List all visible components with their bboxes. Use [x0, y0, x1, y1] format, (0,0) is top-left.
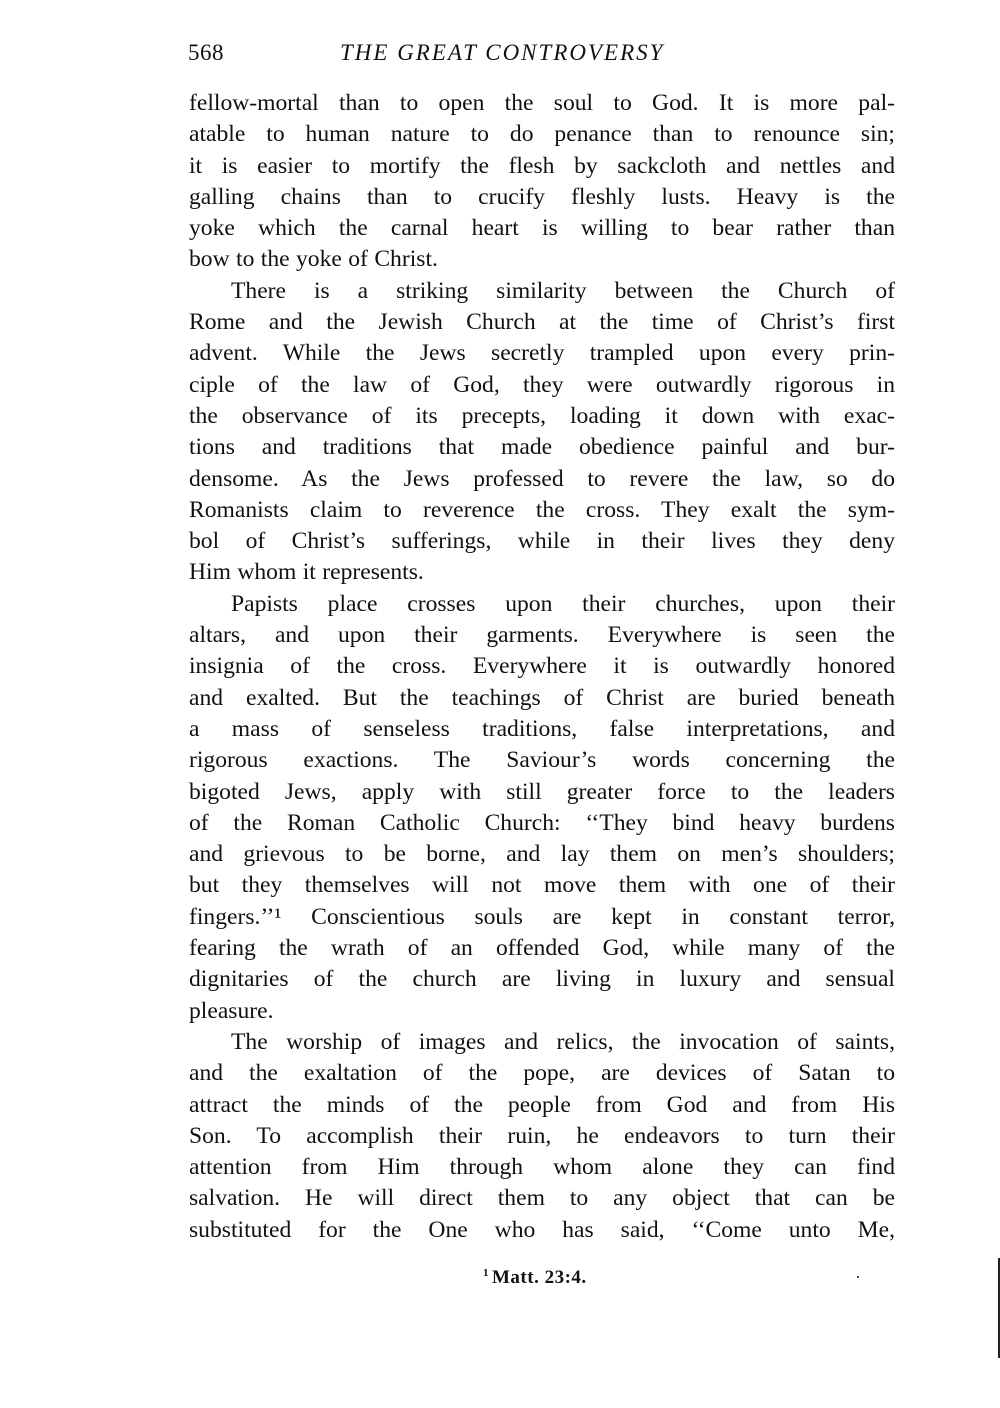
text-line: pleasure. [189, 997, 274, 1024]
text-line: attract the minds of the people from God and from His [189, 1091, 895, 1118]
text-line: fellow-mortal than to open the soul to God. It is more pal- [189, 90, 895, 116]
text-line: atable to human nature to do penance than to renounce sin; [189, 121, 895, 148]
text-line: bol of Christ’s sufferings, while in their lives they deny [189, 528, 895, 555]
body-text [189, 88, 895, 1246]
paragraph-2 [189, 276, 895, 589]
text-line: Papists place crosses upon their churches, upon their [231, 590, 895, 617]
paragraph-3 [189, 589, 895, 1027]
book-title: THE GREAT CONTROVERSY [340, 40, 665, 65]
text-line: but they themselves will not move them with one of their [189, 872, 895, 899]
text-line: yoke which the carnal heart is willing to bear rather than [189, 215, 895, 242]
text-line: it is easier to mortify the flesh by sackcloth and nettles and [189, 152, 895, 179]
text-line: tions and traditions that made obedience painful and bur- [189, 434, 895, 461]
text-line: altars, and upon their garments. Everywhere is seen the [189, 622, 895, 649]
text-line: and exalted. But the teachings of Christ are buried beneath [189, 684, 895, 711]
text-line: galling chains than to crucify fleshly lusts. Heavy is the [189, 183, 895, 210]
footnote-text: Matt. 23:4. [492, 1267, 587, 1288]
text-line: dignitaries of the church are living in luxury and sensual [189, 966, 895, 993]
text-line: rigorous exactions. The Saviour’s words concerning the [189, 747, 895, 774]
text-line: substituted for the One who has said, ‘‘Come unto Me, [189, 1216, 895, 1243]
text-line: ciple of the law of God, they were outwardly rigorous in [189, 371, 895, 398]
paragraph-4 [189, 1027, 895, 1246]
text-line: salvation. He will direct them to any object that can be [189, 1185, 895, 1212]
text-line: densome. As the Jews professed to revere the law, so do [189, 465, 895, 492]
text-line: There is a striking similarity between the Church of [231, 277, 895, 304]
text-line: Rome and the Jewish Church at the time of Christ’s first [189, 309, 895, 336]
text-line: the observance of its precepts, loading it down with exac- [189, 402, 895, 429]
text-line: attention from Him through whom alone they can find [189, 1154, 895, 1181]
text-line: fearing the wrath of an offended God, while many of the [189, 935, 895, 962]
scan-speck [857, 1276, 859, 1278]
footnote-marker: 1 [483, 1267, 489, 1279]
paragraph-1 [189, 88, 895, 276]
text-line: a mass of senseless traditions, false interpretations, and [189, 715, 895, 742]
text-line: of the Roman Catholic Church: ‘‘They bind heavy burdens [189, 809, 895, 836]
running-head [188, 38, 896, 70]
text-line: The worship of images and relics, the invocation of saints, [231, 1028, 895, 1055]
text-line: advent. While the Jews secretly trampled upon every prin- [189, 340, 895, 367]
text-line: Romanists claim to reverence the cross. They exalt the sym- [189, 496, 895, 523]
text-line: Him whom it represents. [189, 559, 424, 586]
footnote [483, 1267, 587, 1289]
text-line: and the exaltation of the pope, are devices of Satan to [189, 1060, 895, 1087]
text-line: bow to the yoke of Christ. [189, 246, 438, 273]
text-line: insignia of the cross. Everywhere it is outwardly honored [189, 653, 895, 680]
text-line: fingers.’’¹ Conscientious souls are kept in constant terror, [189, 903, 895, 930]
page-number: 568 [188, 40, 224, 65]
text-line: bigoted Jews, apply with still greater force to the leaders [189, 778, 895, 805]
text-line: and grievous to be borne, and lay them on men’s shoulders; [189, 841, 895, 868]
text-line: Son. To accomplish their ruin, he endeavors to turn their [189, 1122, 895, 1149]
